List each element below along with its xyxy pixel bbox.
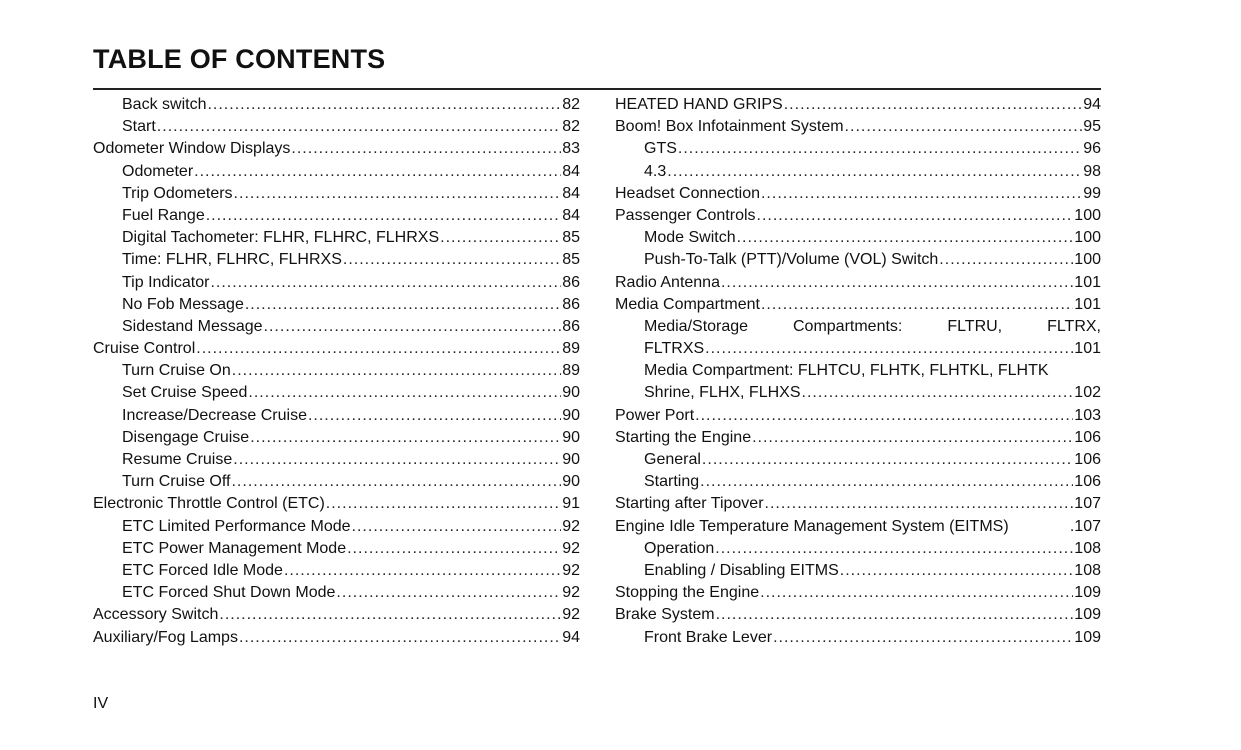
toc-entry-word: Compartments: <box>793 317 903 335</box>
dot-leader <box>157 116 561 138</box>
toc-entry[interactable] <box>615 338 1101 360</box>
toc-entry-title: Passenger Controls <box>615 206 756 224</box>
toc-entry[interactable] <box>93 538 580 560</box>
toc-entry[interactable] <box>615 560 1101 582</box>
toc-entry-title: Stopping the Engine <box>615 584 760 602</box>
toc-entry-title: Time: FLHR, FLHRC, FLHRXS <box>122 251 342 269</box>
toc-entry-page: 100 <box>1074 206 1101 224</box>
toc-entry[interactable] <box>93 360 580 382</box>
toc-entry-page: 101 <box>1074 295 1101 313</box>
dot-leader <box>765 493 1074 515</box>
toc-entry-title: Starting <box>644 473 700 491</box>
toc-entry-page: 84 <box>562 162 580 180</box>
toc-entry-title: Turn Cruise Off <box>122 473 231 491</box>
toc-entry-title: Odometer Window Displays <box>93 140 291 158</box>
toc-entry-title: Turn Cruise On <box>122 362 231 380</box>
toc-entry[interactable] <box>93 249 580 271</box>
toc-entry-page: 83 <box>562 140 580 158</box>
toc-entry[interactable] <box>615 516 1101 538</box>
dot-leader <box>232 360 561 382</box>
toc-right-column <box>615 94 1101 649</box>
toc-entry[interactable] <box>93 604 580 626</box>
toc-entry-page: 109 <box>1074 628 1101 646</box>
page-number: IV <box>93 695 109 712</box>
toc-entry-title: GTS <box>644 140 677 158</box>
dot-leader <box>219 604 561 626</box>
toc-entry-page: 98 <box>1083 162 1101 180</box>
dot-leader <box>291 138 561 160</box>
toc-entry[interactable] <box>615 183 1101 205</box>
toc-entry[interactable] <box>93 205 580 227</box>
dot-leader <box>248 382 561 404</box>
toc-entry-title: ETC Limited Performance Mode <box>122 517 351 535</box>
dot-leader <box>667 161 1082 183</box>
dot-leader <box>440 227 561 249</box>
toc-entry-page: 89 <box>562 362 580 380</box>
dot-leader <box>715 538 1073 560</box>
dot-leader <box>194 161 561 183</box>
dot-leader <box>233 449 561 471</box>
toc-entry-title: Operation <box>644 539 715 557</box>
dot-leader <box>700 471 1073 493</box>
dot-leader <box>773 627 1073 649</box>
toc-entry-page: 91 <box>562 495 580 513</box>
toc-entry[interactable] <box>93 161 580 183</box>
toc-entry-title: Media Compartment <box>615 295 760 313</box>
toc-entry-title: Electronic Throttle Control (ETC) <box>93 495 325 513</box>
toc-entry-title: Enabling / Disabling EITMS <box>644 561 839 579</box>
toc-entry-title: Push-To-Talk (PTT)/Volume (VOL) Switch <box>644 251 939 269</box>
page-separator: . <box>1069 517 1075 535</box>
toc-entry-page: 100 <box>1074 229 1101 247</box>
toc-entry-title: Engine Idle Temperature Management System (EITMS) <box>615 517 1009 535</box>
dot-leader <box>347 538 561 560</box>
toc-entry-page: 107 <box>1074 495 1101 513</box>
toc-entry-page: 101 <box>1074 273 1101 291</box>
toc-entry-page: 106 <box>1074 428 1101 446</box>
toc-entry-page: 84 <box>562 206 580 224</box>
toc-entry-title: Radio Antenna <box>615 273 720 291</box>
toc-entry-page: 92 <box>562 606 580 624</box>
toc-entry-page: 89 <box>562 340 580 358</box>
toc-entry-page: 109 <box>1074 584 1101 602</box>
toc-entry-title: ETC Power Management Mode <box>122 539 347 557</box>
toc-left-column <box>93 94 580 649</box>
toc-entry-page: 92 <box>562 584 580 602</box>
dot-leader <box>678 138 1082 160</box>
toc-entry[interactable] <box>93 382 580 404</box>
toc-entry-title: General <box>644 451 701 468</box>
toc-entry-page: 92 <box>562 539 580 557</box>
toc-entry-page: 94 <box>562 628 580 646</box>
toc-entry-page: 94 <box>1083 96 1101 113</box>
toc-entry[interactable] <box>93 493 580 515</box>
dot-leader <box>326 493 561 515</box>
toc-entry-page: 92 <box>562 517 580 535</box>
toc-entry[interactable] <box>615 471 1101 493</box>
dot-leader <box>760 582 1073 604</box>
toc-entry[interactable] <box>93 183 580 205</box>
toc-entry-title: Back switch <box>122 96 207 113</box>
dot-leader <box>308 405 561 427</box>
toc-entry[interactable] <box>615 294 1101 316</box>
toc-entry-title: FLTRXS <box>644 340 705 358</box>
toc-entry-page: 102 <box>1074 384 1101 402</box>
toc-entry-title: Front Brake Lever <box>644 628 773 646</box>
toc-entry-title: Trip Odometers <box>122 184 233 202</box>
toc-entry-title: Odometer <box>122 162 194 180</box>
toc-entry[interactable] <box>615 493 1101 515</box>
toc-entry-word: Media/Storage <box>644 317 749 335</box>
toc-entry-page: 106 <box>1074 473 1101 491</box>
dot-leader <box>757 205 1074 227</box>
dot-leader <box>207 94 561 116</box>
toc-entry-page: 100 <box>1074 251 1101 269</box>
toc-entry-title: ETC Forced Shut Down Mode <box>122 584 336 602</box>
toc-entry[interactable] <box>93 116 580 138</box>
dot-leader <box>761 294 1073 316</box>
toc-entry[interactable] <box>615 161 1101 183</box>
toc-entry[interactable] <box>615 272 1101 294</box>
toc-entry-title: Power Port <box>615 406 695 424</box>
toc-entry-title: Set Cruise Speed <box>122 384 248 402</box>
toc-entry-title: HEATED HAND GRIPS <box>615 96 783 113</box>
dot-leader <box>352 516 562 538</box>
dot-leader <box>802 382 1074 404</box>
toc-entry-title: Tip Indicator <box>122 273 210 291</box>
dot-leader <box>752 427 1073 449</box>
toc-entry-title: Starting after Tipover <box>615 495 764 513</box>
dot-leader <box>336 582 561 604</box>
toc-entry[interactable] <box>615 360 1101 382</box>
toc-entry[interactable] <box>93 427 580 449</box>
toc-entry-page: 95 <box>1083 118 1101 136</box>
toc-entry[interactable] <box>615 138 1101 160</box>
toc-entry-page: 82 <box>562 96 580 113</box>
toc-entry-word: FLTRU, <box>947 317 1003 335</box>
dot-leader <box>234 183 562 205</box>
toc-entry[interactable] <box>93 94 580 116</box>
toc-entry-word: FLTRX, <box>1047 317 1101 335</box>
toc-entry-title: Starting the Engine <box>615 428 752 446</box>
dot-leader <box>264 316 562 338</box>
page-title: TABLE OF CONTENTS <box>93 44 386 74</box>
toc-entry[interactable] <box>93 560 580 582</box>
toc-entry-title: Boom! Box Infotainment System <box>615 118 844 136</box>
toc-entry-page: 99 <box>1083 184 1101 202</box>
toc-entry-page: 107 <box>1074 517 1101 535</box>
toc-entry[interactable] <box>93 227 580 249</box>
dot-leader <box>343 249 561 271</box>
toc-entry[interactable] <box>93 316 580 338</box>
toc-entry-page: 86 <box>562 295 580 313</box>
toc-entry-title: ETC Forced Idle Mode <box>122 561 283 579</box>
toc-entry-page: 90 <box>562 473 580 491</box>
toc-entry-title: Media Compartment: FLHTCU, FLHTK, FLHTKL, FLHTK <box>644 362 1049 380</box>
toc-entry[interactable] <box>93 516 580 538</box>
dot-leader <box>695 405 1073 427</box>
toc-entry-page: 90 <box>562 384 580 402</box>
toc-entry-page: 86 <box>562 317 580 335</box>
toc-entry[interactable] <box>93 272 580 294</box>
dot-leader <box>210 272 561 294</box>
toc-entry-title: Resume Cruise <box>122 451 233 468</box>
toc-entry-page: 90 <box>562 428 580 446</box>
dot-leader <box>784 94 1082 116</box>
toc-entry[interactable] <box>93 471 580 493</box>
toc-entry[interactable] <box>615 116 1101 138</box>
toc-entry[interactable] <box>93 627 580 649</box>
dot-leader <box>239 627 561 649</box>
toc-entry-title: Sidestand Message <box>122 317 263 335</box>
toc-entry[interactable] <box>93 449 580 471</box>
dot-leader <box>761 183 1082 205</box>
toc-entry-title: Shrine, FLHX, FLHXS <box>644 384 801 402</box>
toc-entry[interactable] <box>615 604 1101 626</box>
toc-entry-page: 84 <box>562 184 580 202</box>
dot-leader <box>716 604 1074 626</box>
toc-entry-page: 85 <box>562 229 580 247</box>
toc-entry[interactable] <box>93 338 580 360</box>
toc-entry-title: Increase/Decrease Cruise <box>122 406 307 424</box>
toc-entry[interactable] <box>93 582 580 604</box>
toc-entry[interactable] <box>615 538 1101 560</box>
toc-entry[interactable] <box>615 582 1101 604</box>
toc-entry[interactable] <box>615 227 1101 249</box>
toc-entry[interactable] <box>615 405 1101 427</box>
toc-entry[interactable] <box>615 627 1101 649</box>
toc-entry-page: 101 <box>1074 340 1101 358</box>
toc-entry[interactable] <box>615 94 1101 116</box>
toc-entry[interactable] <box>615 249 1101 271</box>
toc-entry-page: 82 <box>562 118 580 136</box>
dot-leader <box>737 227 1074 249</box>
dot-leader <box>845 116 1083 138</box>
toc-entry-title: Headset Connection <box>615 184 760 202</box>
dot-leader <box>939 249 1073 271</box>
toc-entry[interactable] <box>615 427 1101 449</box>
toc-entry[interactable] <box>93 294 580 316</box>
dot-leader <box>206 205 561 227</box>
toc-entry-page: 92 <box>562 561 580 579</box>
toc-entry-title: Fuel Range <box>122 206 205 224</box>
toc-entry-title: Digital Tachometer: FLHR, FLHRC, FLHRXS <box>122 229 440 247</box>
dot-leader <box>231 471 561 493</box>
toc-entry-title: 4.3 <box>644 162 667 180</box>
toc-entry-page: 103 <box>1074 406 1101 424</box>
toc-entry-continued <box>615 316 1101 338</box>
toc-entry-title: No Fob Message <box>122 295 244 313</box>
dot-leader <box>702 449 1073 471</box>
dot-leader <box>284 560 561 582</box>
toc-entry-page: 108 <box>1074 539 1101 557</box>
toc-entry-page: 85 <box>562 251 580 269</box>
toc-entry-page: 106 <box>1074 451 1101 468</box>
toc-entry[interactable] <box>615 382 1101 404</box>
toc-entry-page: 109 <box>1074 606 1101 624</box>
toc-entry-page: 96 <box>1083 140 1101 158</box>
toc-entry[interactable] <box>93 138 580 160</box>
dot-leader <box>196 338 561 360</box>
toc-entry-page: 90 <box>562 451 580 468</box>
toc-entry-page: 90 <box>562 406 580 424</box>
toc-entry-title: Cruise Control <box>93 340 196 358</box>
toc-entry-page: 108 <box>1074 561 1101 579</box>
toc-entry-title: Accessory Switch <box>93 606 219 624</box>
toc-entry-title: Start <box>122 118 156 136</box>
toc-entry-page: 86 <box>562 273 580 291</box>
dot-leader <box>705 338 1073 360</box>
toc-entry[interactable] <box>93 405 580 427</box>
dot-leader <box>840 560 1074 582</box>
title-divider <box>93 88 1101 90</box>
toc-entry-title: Brake System <box>615 606 715 624</box>
dot-leader <box>250 427 561 449</box>
dot-leader <box>245 294 561 316</box>
toc-entry-title: Auxiliary/Fog Lamps <box>93 628 238 646</box>
toc-entry[interactable] <box>615 205 1101 227</box>
toc-entry[interactable] <box>615 449 1101 471</box>
toc-entry-title: Disengage Cruise <box>122 428 250 446</box>
toc-entry-title: Mode Switch <box>644 229 736 247</box>
dot-leader <box>721 272 1073 294</box>
